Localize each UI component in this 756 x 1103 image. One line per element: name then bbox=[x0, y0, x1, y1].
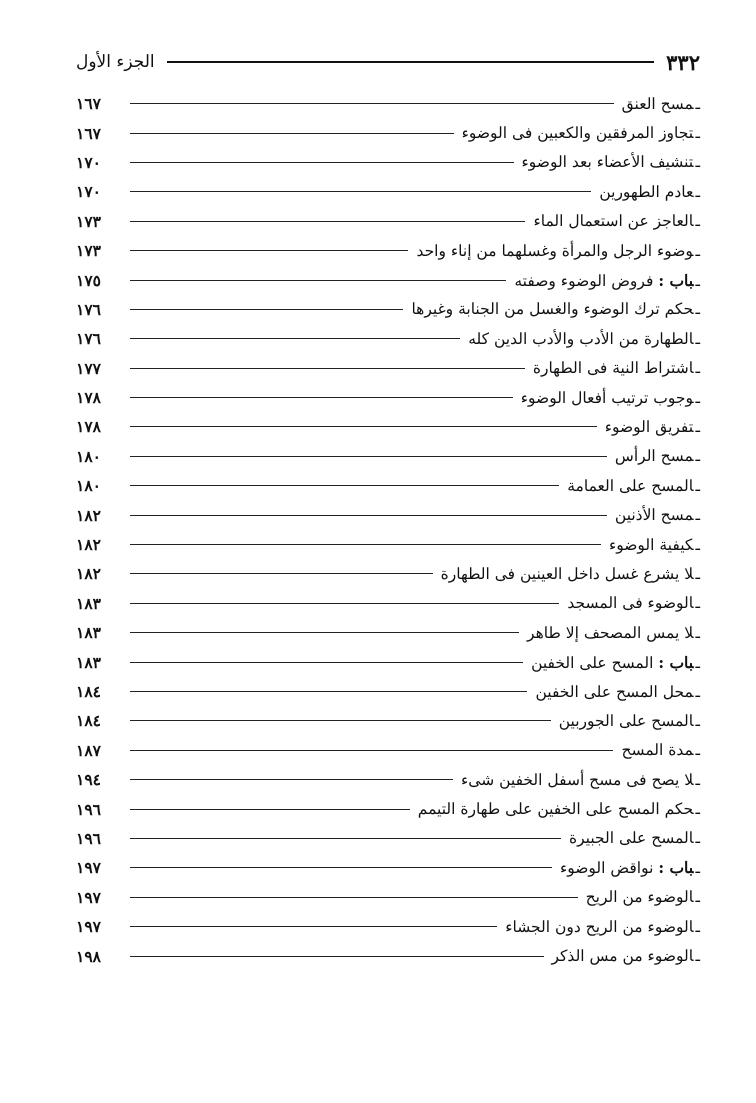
toc-entry-title bbox=[525, 653, 700, 672]
toc-entry bbox=[76, 912, 700, 941]
leader-line bbox=[130, 338, 460, 339]
toc-entry bbox=[76, 324, 700, 353]
entry-title-text: المسح على الخفين bbox=[531, 653, 654, 672]
table-of-contents bbox=[76, 89, 700, 971]
entry-title-text: لا يشرع غسل داخل العينين فى الطهارة bbox=[440, 564, 694, 583]
toc-entry-page: ١٨٢ bbox=[76, 535, 101, 555]
toc-entry-page: ١٧٠ bbox=[76, 182, 101, 202]
entry-dash: ـ bbox=[695, 417, 700, 436]
leader-line bbox=[130, 103, 614, 104]
entry-dash: ـ bbox=[695, 859, 700, 878]
entry-dash: ـ bbox=[695, 917, 700, 936]
toc-entry-page: ١٩٤ bbox=[76, 770, 101, 790]
leader-line bbox=[130, 603, 559, 604]
header-rule bbox=[167, 61, 655, 63]
toc-entry bbox=[76, 883, 700, 912]
page-number: ٣٣٢ bbox=[666, 49, 700, 75]
entry-dash: ـ bbox=[695, 212, 700, 231]
entry-title-text: محل المسح على الخفين bbox=[535, 682, 694, 701]
entry-title-text: تنشيف الأعضاء بعد الوضوء bbox=[521, 153, 694, 172]
entry-title-text: الطهارة من الأدب والأدب الدين كله bbox=[468, 329, 694, 348]
leader-line bbox=[130, 250, 408, 251]
toc-entry bbox=[76, 647, 700, 676]
entry-title-text: حكم المسح على الخفين على طهارة التيمم bbox=[417, 800, 694, 819]
toc-entry-title bbox=[412, 800, 700, 818]
toc-entry-title bbox=[609, 447, 700, 465]
toc-entry bbox=[76, 383, 700, 412]
entry-title-text: الوضوء من الريح دون الجشاء bbox=[505, 917, 694, 936]
toc-entry bbox=[76, 207, 700, 236]
leader-line bbox=[130, 426, 597, 427]
entry-dash: ـ bbox=[695, 623, 700, 642]
toc-entry-title bbox=[563, 829, 700, 847]
toc-entry-title bbox=[580, 888, 700, 906]
toc-entry bbox=[76, 589, 700, 618]
toc-entry-page: ١٧٧ bbox=[76, 358, 101, 378]
part-title: الجزء الأول bbox=[76, 52, 155, 72]
toc-entry-page: ١٨٣ bbox=[76, 623, 101, 643]
entry-dash: ـ bbox=[695, 800, 700, 819]
toc-entry bbox=[76, 148, 700, 177]
leader-line bbox=[130, 809, 410, 810]
entry-title-text: مسح العنق bbox=[621, 94, 694, 113]
leader-line bbox=[130, 838, 561, 839]
entry-title-text: الوضوء فى المسجد bbox=[567, 594, 694, 613]
toc-entry-title bbox=[616, 95, 700, 113]
toc-entry bbox=[76, 677, 700, 706]
toc-entry-title bbox=[455, 771, 700, 789]
entry-dash: ـ bbox=[695, 770, 700, 789]
entry-title-text: فروض الوضوء وصفته bbox=[514, 271, 654, 290]
toc-entry-page: ١٧٦ bbox=[76, 329, 101, 349]
leader-line bbox=[130, 750, 613, 751]
entry-dash: ـ bbox=[695, 388, 700, 407]
entry-title-text: مسح الأذنين bbox=[614, 506, 694, 525]
toc-entry-title bbox=[546, 947, 701, 965]
leader-line bbox=[130, 485, 559, 486]
toc-entry-title bbox=[527, 212, 700, 230]
toc-entry-title bbox=[603, 536, 700, 554]
leader-line bbox=[130, 133, 454, 134]
toc-entry-page: ١٨٣ bbox=[76, 593, 101, 613]
entry-dash: ـ bbox=[695, 329, 700, 348]
entry-title-text: عادم الطهورين bbox=[599, 182, 694, 201]
toc-entry bbox=[76, 471, 700, 500]
entry-title-text: اشتراط النية فى الطهارة bbox=[532, 359, 694, 378]
entry-title-text: العاجز عن استعمال الماء bbox=[533, 212, 694, 231]
toc-entry-title bbox=[529, 683, 700, 701]
entry-title-text: حكم ترك الوضوء والغسل من الجنابة وغيرها bbox=[411, 300, 694, 319]
entry-dash: ـ bbox=[695, 653, 700, 672]
entry-dash: ـ bbox=[695, 94, 700, 113]
toc-entry-page: ١٨٠ bbox=[76, 476, 101, 496]
toc-entry-page: ١٩٨ bbox=[76, 946, 101, 966]
leader-line bbox=[130, 515, 607, 516]
entry-title-text: الوضوء من الريح bbox=[585, 888, 694, 907]
toc-entry-title bbox=[593, 183, 700, 201]
leader-line bbox=[130, 691, 527, 692]
toc-entry-page: ١٨٤ bbox=[76, 711, 101, 731]
toc-entry bbox=[76, 736, 700, 765]
toc-entry-title bbox=[515, 389, 700, 407]
entry-dash: ـ bbox=[695, 682, 700, 701]
toc-entry-page: ١٦٧ bbox=[76, 94, 101, 114]
chapter-prefix: باب : bbox=[658, 858, 694, 878]
entry-dash: ـ bbox=[695, 535, 700, 554]
entry-dash: ـ bbox=[695, 888, 700, 907]
leader-line bbox=[130, 897, 578, 898]
entry-title-text: تفريق الوضوء bbox=[604, 417, 694, 436]
leader-line bbox=[130, 397, 513, 398]
toc-entry-title bbox=[561, 477, 700, 495]
toc-entry-title bbox=[599, 418, 700, 436]
entry-dash: ـ bbox=[695, 271, 700, 290]
entry-dash: ـ bbox=[695, 153, 700, 172]
leader-line bbox=[130, 720, 551, 721]
leader-line bbox=[130, 280, 506, 281]
toc-entry bbox=[76, 559, 700, 588]
chapter-prefix: باب : bbox=[658, 652, 694, 672]
toc-entry-title bbox=[516, 153, 701, 171]
leader-line bbox=[130, 368, 525, 369]
toc-entry-page: ١٩٧ bbox=[76, 917, 101, 937]
leader-line bbox=[130, 309, 403, 310]
entry-title-text: لا يمس المصحف إلا طاهر bbox=[527, 623, 694, 642]
toc-entry-page: ١٩٦ bbox=[76, 828, 101, 848]
toc-entry-title bbox=[561, 594, 700, 612]
toc-entry bbox=[76, 265, 700, 294]
leader-line bbox=[130, 662, 523, 663]
entry-title-text: مسح الرأس bbox=[614, 447, 694, 466]
entry-dash: ـ bbox=[695, 359, 700, 378]
toc-entry bbox=[76, 765, 700, 794]
toc-entry bbox=[76, 412, 700, 441]
entry-title-text: وضوء الرجل والمرأة وغسلهما من إناء واحد bbox=[416, 241, 694, 260]
leader-line bbox=[130, 867, 552, 868]
toc-entry-title bbox=[554, 858, 700, 877]
toc-entry-page: ١٨٧ bbox=[76, 740, 101, 760]
toc-entry bbox=[76, 794, 700, 823]
entry-title-text: كيفية الوضوء bbox=[608, 535, 694, 554]
toc-entry-title bbox=[462, 330, 700, 348]
toc-entry-page: ١٨٢ bbox=[76, 505, 101, 525]
entry-dash: ـ bbox=[695, 300, 700, 319]
leader-line bbox=[130, 779, 453, 780]
toc-entry-title bbox=[456, 124, 700, 142]
entry-title-text: وجوب ترتيب أفعال الوضوء bbox=[520, 388, 694, 407]
toc-entry-title bbox=[435, 565, 700, 583]
entry-title-text: المسح على الجوربين bbox=[558, 711, 694, 730]
toc-entry-page: ١٦٧ bbox=[76, 123, 101, 143]
entry-title-text: مدة المسح bbox=[621, 741, 694, 760]
toc-entry-title bbox=[410, 242, 700, 260]
entry-dash: ـ bbox=[695, 564, 700, 583]
leader-line bbox=[130, 162, 514, 163]
entry-dash: ـ bbox=[695, 741, 700, 760]
toc-entry bbox=[76, 706, 700, 735]
page-header bbox=[76, 48, 700, 76]
toc-entry bbox=[76, 618, 700, 647]
entry-dash: ـ bbox=[695, 594, 700, 613]
toc-entry-page: ١٧٨ bbox=[76, 417, 101, 437]
leader-line bbox=[130, 456, 607, 457]
chapter-prefix: باب : bbox=[658, 270, 694, 290]
toc-entry-title bbox=[527, 359, 700, 377]
entry-title-text: لا يصح فى مسح أسفل الخفين شىء bbox=[460, 770, 694, 789]
toc-entry bbox=[76, 89, 700, 118]
toc-entry-page: ١٩٧ bbox=[76, 887, 101, 907]
toc-entry-title bbox=[553, 712, 700, 730]
leader-line bbox=[130, 956, 544, 957]
entry-title-text: الوضوء من مس الذكر bbox=[551, 947, 694, 966]
entry-title-text: المسح على الجبيرة bbox=[568, 829, 694, 848]
leader-line bbox=[130, 632, 519, 633]
entry-dash: ـ bbox=[695, 124, 700, 143]
toc-entry bbox=[76, 177, 700, 206]
toc-entry bbox=[76, 295, 700, 324]
toc-entry-page: ١٧٨ bbox=[76, 388, 101, 408]
toc-entry-title bbox=[521, 624, 700, 642]
toc-entry-page: ١٨٢ bbox=[76, 564, 101, 584]
entry-dash: ـ bbox=[695, 241, 700, 260]
leader-line bbox=[130, 926, 497, 927]
leader-line bbox=[130, 191, 591, 192]
toc-entry-title bbox=[609, 506, 700, 524]
toc-entry-page: ١٧٦ bbox=[76, 299, 101, 319]
toc-entry-title bbox=[499, 918, 700, 936]
toc-entry bbox=[76, 236, 700, 265]
toc-entry bbox=[76, 354, 700, 383]
toc-entry-title bbox=[508, 271, 700, 290]
entry-title-text: تجاوز المرفقين والكعبين فى الوضوء bbox=[461, 124, 694, 143]
toc-entry-page: ١٧٠ bbox=[76, 152, 101, 172]
entry-dash: ـ bbox=[695, 829, 700, 848]
entry-title-text: نواقض الوضوء bbox=[559, 859, 654, 878]
toc-entry-page: ١٨٣ bbox=[76, 652, 101, 672]
toc-entry-page: ١٧٣ bbox=[76, 211, 101, 231]
toc-entry-title bbox=[405, 300, 700, 318]
toc-entry-page: ١٩٧ bbox=[76, 858, 101, 878]
toc-entry-page: ١٩٦ bbox=[76, 799, 101, 819]
entry-dash: ـ bbox=[695, 182, 700, 201]
leader-line bbox=[130, 573, 433, 574]
toc-entry bbox=[76, 500, 700, 529]
toc-entry bbox=[76, 530, 700, 559]
leader-line bbox=[130, 544, 601, 545]
toc-entry bbox=[76, 442, 700, 471]
toc-entry-title bbox=[615, 741, 700, 759]
entry-dash: ـ bbox=[695, 447, 700, 466]
toc-entry-page: ١٨٠ bbox=[76, 446, 101, 466]
entry-dash: ـ bbox=[695, 506, 700, 525]
toc-entry bbox=[76, 941, 700, 970]
toc-entry-page: ١٧٣ bbox=[76, 241, 101, 261]
toc-entry-page: ١٨٤ bbox=[76, 682, 101, 701]
entry-dash: ـ bbox=[695, 711, 700, 730]
leader-line bbox=[130, 221, 525, 222]
entry-title-text: المسح على العمامة bbox=[567, 476, 694, 495]
toc-entry-page: ١٧٥ bbox=[76, 270, 101, 290]
entry-dash: ـ bbox=[695, 476, 700, 495]
toc-entry bbox=[76, 824, 700, 853]
entry-dash: ـ bbox=[695, 947, 700, 966]
toc-entry bbox=[76, 853, 700, 882]
toc-entry bbox=[76, 118, 700, 147]
